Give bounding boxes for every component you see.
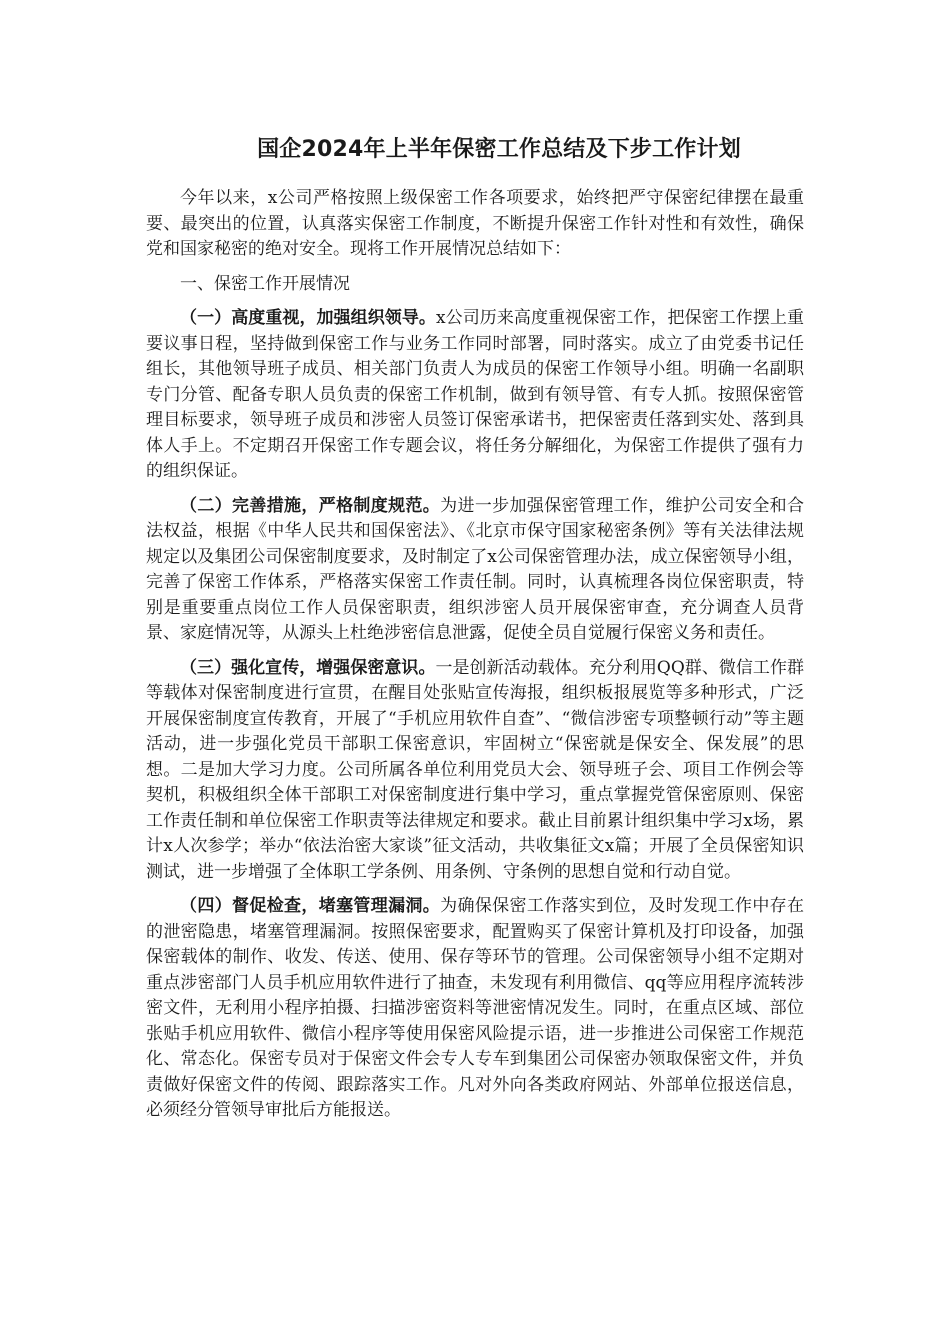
item-lead: （二）完善措施，严格制度规范。 bbox=[180, 495, 441, 516]
item-paragraph-3 bbox=[146, 656, 804, 886]
item-body: 为确保保密工作落实到位，及时发现工作中存在的泄密隐患，堵塞管理漏洞。按照保密要求，配置购买了保密计算机及打印设备，加强保密载体的制作、收发、传送、使用、保存等环节的管理。公司保密领导小组不定期对重点涉密部门人员手机应用软件进行了抽查，未发现有利用微信、qq等应用程序流转涉密文件，无利用小程序拍摄、扫描涉密资料等泄密情况发生。同时，在重点区域、部位张贴手机应用软件、微信小程序等使用保密风险提示语，进一步推进公司保密工作规范化、常态化。保密专员对于保密文件会专人专车到集团公司保密办领取保密文件，并负责做好保密文件的传阅、跟踪落实工作。凡对外向各类政府网站、外部单位报送信息，必须经分管领导审批后方能报送。 bbox=[146, 896, 805, 1120]
document-page bbox=[146, 128, 804, 1133]
item-paragraph-1 bbox=[146, 306, 804, 485]
item-lead: （三）强化宣传，增强保密意识。 bbox=[180, 657, 436, 678]
intro-paragraph: 今年以来，x公司严格按照上级保密工作各项要求，始终把严守保密纪律摆在最重要、最突出的位置，认真落实保密工作制度，不断提升保密工作针对性和有效性，确保党和国家秘密的绝对安全。现将工作开展情况总结如下： bbox=[146, 188, 804, 259]
item-paragraph-4 bbox=[146, 894, 804, 1124]
item-paragraph-2 bbox=[146, 494, 804, 647]
document-title: 国企2024年上半年保密工作总结及下步工作计划 bbox=[257, 137, 741, 162]
item-body: x公司历来高度重视保密工作，把保密工作摆上重要议事日程，坚持做到保密工作与业务工作同时部署，同时落实。成立了由党委书记任组长，其他领导班子成员、相关部门负责人为成员的保密工作领导小组。明确一名副职专门分管、配备专职人员负责的保密工作机制，做到有领导管、有专人抓。按照保密管理目标要求，领导班子成员和涉密人员签订保密承诺书，把保密责任落到实处、落到具体人手上。不定期召开保密工作专题会议，将任务分解细化，为保密工作提供了强有力的组织保证。 bbox=[146, 308, 805, 481]
item-lead: （一）高度重视，加强组织领导。 bbox=[180, 308, 437, 328]
item-lead: （四）督促检查，堵塞管理漏洞。 bbox=[180, 896, 441, 916]
section-heading: 一、保密工作开展情况 bbox=[180, 273, 350, 294]
item-body: 一是创新活动载体。充分利用QQ群、微信工作群等载体对保密制度进行宣贯，在醒目处张贴宣传海报，组织板报展览等多种形式，广泛开展保密制度宣传教育，开展了“手机应用软件自查”、“微信涉密专项整顿行动”等主题活动，进一步强化党员干部职工保密意识，牢固树立“保密就是保安全、保发展”的思想。二是加大学习力度。公司所属各单位利用党员大会、领导班子会、项目工作例会等契机，积极组织全体干部职工对保密制度进行集中学习，重点掌握党管保密原则、保密工作责任制和单位保密工作职责等法律规定和要求。截止目前累计组织集中学习x场，累计x人次参学；举办“依法治密大家谈”征文活动，共收集征文x篇；开展了全员保密知识测试，进一步增强了全体职工学条例、用条例、守条例的思想自觉和行动自觉。 bbox=[146, 657, 805, 882]
item-body: 为进一步加强保密管理工作，维护公司安全和合法权益，根据《中华人民共和国保密法》、《北京市保守国家秘密条例》等有关法律法规规定以及集团公司保密制度要求，及时制定了x公司保密管理办法，成立保密领导小组，完善了保密工作体系，严格落实保密工作责任制。同时，认真梳理各岗位保密职责，特别是重要重点岗位工作人员保密职责，组织涉密人员开展保密审查，充分调查人员背景、家庭情况等，从源头上杜绝涉密信息泄露，促使全员自觉履行保密义务和责任。 bbox=[146, 495, 805, 643]
